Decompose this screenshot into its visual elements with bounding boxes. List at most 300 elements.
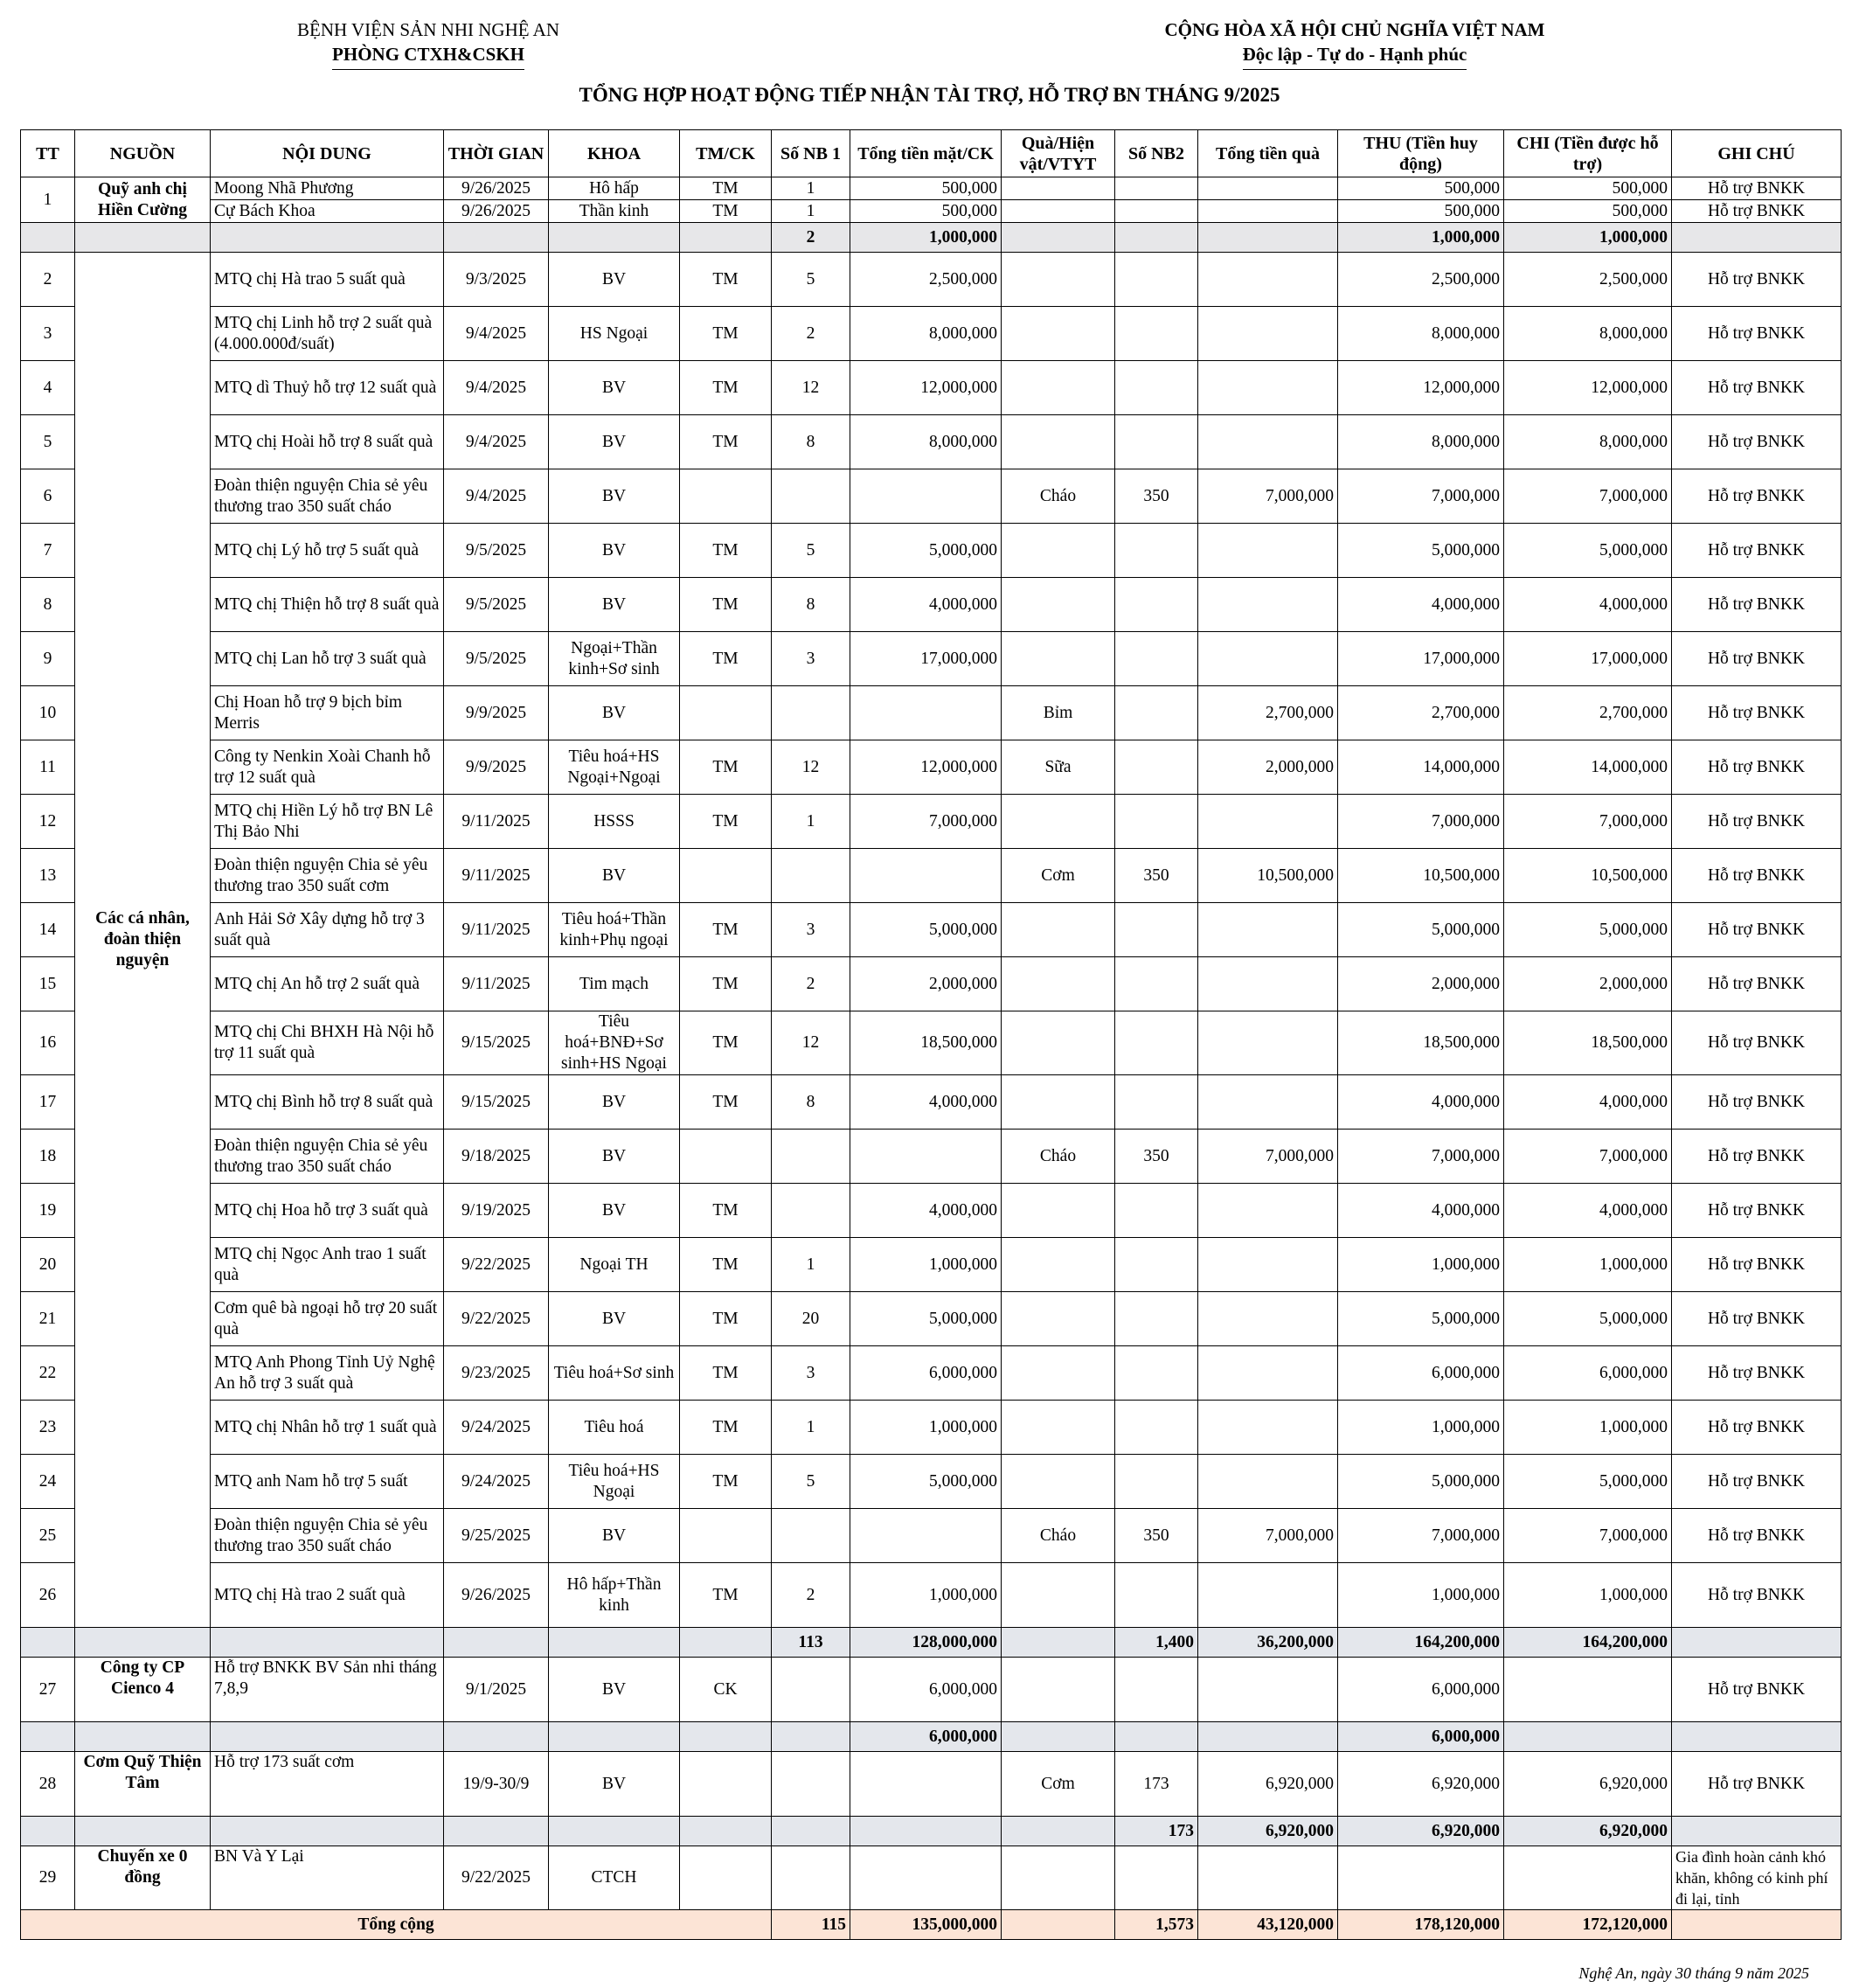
thu-cell: 10,500,000 (1338, 849, 1504, 903)
content-cell: MTQ chị Ngọc Anh trao 1 suất quà (211, 1238, 444, 1292)
gift-cell (1002, 200, 1115, 223)
gift_total-cell: 7,000,000 (1198, 1130, 1338, 1184)
nb1-cell: 3 (772, 1346, 850, 1401)
gift_total-cell (1198, 1292, 1338, 1346)
empty-cell (444, 1628, 549, 1658)
empty-cell (211, 1722, 444, 1752)
time-cell: 9/25/2025 (444, 1509, 549, 1563)
content-cell: MTQ chị Nhân hỗ trợ 1 suất quà (211, 1401, 444, 1455)
table-row (21, 1455, 1842, 1509)
content-cell: Hỗ trợ 173 suất cơm (211, 1752, 444, 1817)
gift_total-cell (1198, 1238, 1338, 1292)
nation-motto: Độc lập - Tự do - Hạnh phúc (1243, 42, 1467, 70)
note-cell: Hỗ trợ BNKK (1672, 1658, 1842, 1722)
gift_total-cell: 7,000,000 (1198, 469, 1338, 524)
content-cell: MTQ chị An hỗ trợ 2 suất quà (211, 957, 444, 1011)
table-row (21, 1238, 1842, 1292)
subtotal-nb2 (1115, 223, 1198, 253)
row-number: 27 (21, 1658, 75, 1722)
chi-cell: 2,500,000 (1504, 253, 1672, 307)
dept-cell: Tiêu hoá+HS Ngoại (549, 1455, 680, 1509)
nb1-cell (772, 1658, 850, 1722)
thu-cell: 6,000,000 (1338, 1346, 1504, 1401)
hospital-name: BỆNH VIỆN SẢN NHI NGHỆ AN (296, 19, 560, 40)
gift_total-cell (1198, 578, 1338, 632)
time-cell: 9/24/2025 (444, 1455, 549, 1509)
nb1-cell: 5 (772, 524, 850, 578)
note-cell: Hỗ trợ BNKK (1672, 957, 1842, 1011)
thu-cell: 12,000,000 (1338, 361, 1504, 415)
row-number: 3 (21, 307, 75, 361)
gift-cell (1002, 307, 1115, 361)
tmck-cell: TM (680, 200, 772, 223)
tmck-cell (680, 1846, 772, 1910)
gift_total-cell (1198, 1455, 1338, 1509)
cash-cell: 12,000,000 (850, 740, 1002, 795)
empty-cell (211, 223, 444, 253)
empty-cell (75, 1628, 211, 1658)
row-number: 16 (21, 1011, 75, 1075)
gift_total-cell (1198, 1563, 1338, 1628)
nb2-cell (1115, 177, 1198, 200)
content-cell: MTQ chị Hà trao 2 suất quà (211, 1563, 444, 1628)
subtotal-row (21, 1817, 1842, 1846)
gift-cell (1002, 1455, 1115, 1509)
note-cell: Hỗ trợ BNKK (1672, 578, 1842, 632)
cash-cell (850, 469, 1002, 524)
time-cell: 9/4/2025 (444, 307, 549, 361)
chi-cell: 500,000 (1504, 200, 1672, 223)
cash-cell: 2,500,000 (850, 253, 1002, 307)
subtotal-chi: 164,200,000 (1504, 1628, 1672, 1658)
chi-cell: 2,700,000 (1504, 686, 1672, 740)
dept-cell: Ngoại+Thần kinh+Sơ sinh (549, 632, 680, 686)
nb1-cell: 2 (772, 307, 850, 361)
table-row (21, 1292, 1842, 1346)
dept-cell: Ngoại TH (549, 1238, 680, 1292)
cash-cell: 5,000,000 (850, 1292, 1002, 1346)
nb1-cell: 12 (772, 1011, 850, 1075)
row-number: 25 (21, 1509, 75, 1563)
subtotal-thu: 1,000,000 (1338, 223, 1504, 253)
gift-cell: Cháo (1002, 1509, 1115, 1563)
dept-cell: BV (549, 361, 680, 415)
nb2-cell (1115, 957, 1198, 1011)
table-row (21, 1509, 1842, 1563)
row-number: 22 (21, 1346, 75, 1401)
nb1-cell: 3 (772, 903, 850, 957)
subtotal-nb2: 173 (1115, 1817, 1198, 1846)
table-row (21, 957, 1842, 1011)
content-cell: MTQ chị Lan hỗ trợ 3 suất quà (211, 632, 444, 686)
thu-cell: 14,000,000 (1338, 740, 1504, 795)
table-row (21, 361, 1842, 415)
tmck-cell (680, 849, 772, 903)
empty-cell (1002, 223, 1115, 253)
content-cell: Đoàn thiện nguyện Chia sẻ yêu thương trao 350 suất cơm (211, 849, 444, 903)
empty-cell (211, 1628, 444, 1658)
cash-cell (850, 686, 1002, 740)
cash-cell (850, 1509, 1002, 1563)
table-header-row (21, 130, 1842, 177)
nb1-cell (772, 686, 850, 740)
content-cell: MTQ chị Lý hỗ trợ 5 suất quà (211, 524, 444, 578)
header-cell: THU (Tiền huy động) (1338, 130, 1504, 177)
empty-cell (75, 1722, 211, 1752)
empty-cell (1672, 1628, 1842, 1658)
cash-cell: 1,000,000 (850, 1401, 1002, 1455)
note-cell: Hỗ trợ BNKK (1672, 1455, 1842, 1509)
note-cell: Hỗ trợ BNKK (1672, 1011, 1842, 1075)
chi-cell: 8,000,000 (1504, 415, 1672, 469)
thu-cell: 7,000,000 (1338, 469, 1504, 524)
thu-cell: 5,000,000 (1338, 524, 1504, 578)
note-cell: Hỗ trợ BNKK (1672, 1184, 1842, 1238)
chi-cell: 500,000 (1504, 177, 1672, 200)
row-number: 13 (21, 849, 75, 903)
nb1-cell (772, 1130, 850, 1184)
dept-cell: BV (549, 1075, 680, 1130)
time-cell: 9/5/2025 (444, 524, 549, 578)
empty-cell (1002, 1817, 1115, 1846)
tmck-cell: TM (680, 1401, 772, 1455)
nb2-cell (1115, 1238, 1198, 1292)
chi-cell: 1,000,000 (1504, 1401, 1672, 1455)
gift-cell: Cơm (1002, 849, 1115, 903)
nb1-cell: 8 (772, 415, 850, 469)
dept-cell: BV (549, 1130, 680, 1184)
gift_total-cell: 2,000,000 (1198, 740, 1338, 795)
thu-cell: 500,000 (1338, 177, 1504, 200)
cash-cell: 6,000,000 (850, 1658, 1002, 1722)
report-date: Nghệ An, ngày 30 tháng 9 năm 2025 (1578, 1964, 1809, 1982)
note-cell: Hỗ trợ BNKK (1672, 1509, 1842, 1563)
row-number: 8 (21, 578, 75, 632)
gift_total-cell (1198, 1184, 1338, 1238)
row-number: 15 (21, 957, 75, 1011)
thu-cell: 8,000,000 (1338, 415, 1504, 469)
dept-cell: BV (549, 469, 680, 524)
chi-cell: 5,000,000 (1504, 1292, 1672, 1346)
gift-cell (1002, 632, 1115, 686)
row-number: 29 (21, 1846, 75, 1910)
subtotal-cash (850, 1817, 1002, 1846)
note-cell: Hỗ trợ BNKK (1672, 415, 1842, 469)
content-cell: Đoàn thiện nguyện Chia sẻ yêu thương trao 350 suất cháo (211, 1509, 444, 1563)
nb2-cell (1115, 1401, 1198, 1455)
row-number: 17 (21, 1075, 75, 1130)
chi-cell: 1,000,000 (1504, 1563, 1672, 1628)
content-cell: MTQ chị Thiện hỗ trợ 8 suất quà (211, 578, 444, 632)
gift-cell (1002, 1292, 1115, 1346)
thu-cell: 1,000,000 (1338, 1238, 1504, 1292)
nb2-cell (1115, 1563, 1198, 1628)
empty-cell (1672, 1722, 1842, 1752)
source-cell: Quỹ anh chị Hiền Cường (75, 177, 211, 223)
time-cell: 9/11/2025 (444, 903, 549, 957)
table-row (21, 1075, 1842, 1130)
nb2-cell: 173 (1115, 1752, 1198, 1817)
subtotal-cash: 1,000,000 (850, 223, 1002, 253)
content-cell: MTQ chị Hoa hỗ trợ 3 suất quà (211, 1184, 444, 1238)
time-cell: 9/9/2025 (444, 740, 549, 795)
time-cell: 9/5/2025 (444, 632, 549, 686)
gift_total-cell: 10,500,000 (1198, 849, 1338, 903)
dept-cell: BV (549, 415, 680, 469)
gift_total-cell (1198, 361, 1338, 415)
note-cell: Hỗ trợ BNKK (1672, 1130, 1842, 1184)
chi-cell: 7,000,000 (1504, 795, 1672, 849)
subtotal-chi: 1,000,000 (1504, 223, 1672, 253)
note-cell: Hỗ trợ BNKK (1672, 1292, 1842, 1346)
row-number: 18 (21, 1130, 75, 1184)
row-number: 11 (21, 740, 75, 795)
gift_total-cell (1198, 903, 1338, 957)
gift_total-cell (1198, 795, 1338, 849)
nb2-cell (1115, 524, 1198, 578)
chi-cell: 17,000,000 (1504, 632, 1672, 686)
time-cell: 9/3/2025 (444, 253, 549, 307)
tmck-cell: TM (680, 1011, 772, 1075)
row-number: 9 (21, 632, 75, 686)
source-cell: Công ty CP Cienco 4 (75, 1658, 211, 1722)
cash-cell: 8,000,000 (850, 415, 1002, 469)
note-cell: Hỗ trợ BNKK (1672, 903, 1842, 957)
empty-cell (21, 1817, 75, 1846)
nb1-cell: 5 (772, 1455, 850, 1509)
thu-cell: 7,000,000 (1338, 1509, 1504, 1563)
nb2-cell (1115, 740, 1198, 795)
grand-total-label: Tổng cộng (21, 1910, 772, 1940)
note-cell: Hỗ trợ BNKK (1672, 686, 1842, 740)
table-row (21, 1658, 1842, 1722)
gift-cell (1002, 1846, 1115, 1910)
gift_total-cell (1198, 1346, 1338, 1401)
cash-cell: 1,000,000 (850, 1238, 1002, 1292)
note-cell: Hỗ trợ BNKK (1672, 1563, 1842, 1628)
chi-cell (1504, 1658, 1672, 1722)
note-cell: Hỗ trợ BNKK (1672, 1075, 1842, 1130)
empty-cell (549, 223, 680, 253)
nb1-cell: 12 (772, 740, 850, 795)
row-number: 21 (21, 1292, 75, 1346)
empty-cell (21, 1628, 75, 1658)
empty-cell (75, 1817, 211, 1846)
nb2-cell (1115, 1846, 1198, 1910)
empty-cell (549, 1817, 680, 1846)
note-cell: Hỗ trợ BNKK (1672, 849, 1842, 903)
nb2-cell (1115, 1184, 1198, 1238)
content-cell: MTQ Anh Phong Tỉnh Uỷ Nghệ An hỗ trợ 3 suất quà (211, 1346, 444, 1401)
subtotal-thu: 164,200,000 (1338, 1628, 1504, 1658)
source-cell: Các cá nhân, đoàn thiện nguyện (75, 253, 211, 1628)
header-cell: NGUỒN (75, 130, 211, 177)
chi-cell: 8,000,000 (1504, 307, 1672, 361)
department-name: PHÒNG CTXH&CSKH (332, 42, 524, 70)
tmck-cell: TM (680, 1563, 772, 1628)
nb1-cell: 3 (772, 632, 850, 686)
nb2-cell (1115, 578, 1198, 632)
dept-cell: BV (549, 1184, 680, 1238)
subtotal-gift (1198, 1722, 1338, 1752)
nb2-cell (1115, 415, 1198, 469)
time-cell: 9/22/2025 (444, 1846, 549, 1910)
header-cell: TM/CK (680, 130, 772, 177)
gift-cell: Sữa (1002, 740, 1115, 795)
tmck-cell: TM (680, 795, 772, 849)
header-cell: Quà/Hiện vật/VTYT (1002, 130, 1115, 177)
header-cell: Tổng tiền quà (1198, 130, 1338, 177)
content-cell: MTQ chị Linh hỗ trợ 2 suất quà (4.000.000đ/suất) (211, 307, 444, 361)
gift-cell (1002, 1238, 1115, 1292)
cash-cell (850, 1846, 1002, 1910)
cash-cell: 5,000,000 (850, 903, 1002, 957)
time-cell: 9/4/2025 (444, 361, 549, 415)
thu-cell: 1,000,000 (1338, 1563, 1504, 1628)
gift-cell (1002, 957, 1115, 1011)
cash-cell (850, 1130, 1002, 1184)
dept-cell: BV (549, 1752, 680, 1817)
dept-cell: BV (549, 1509, 680, 1563)
header-cell: CHI (Tiền được hỗ trợ) (1504, 130, 1672, 177)
chi-cell: 10,500,000 (1504, 849, 1672, 903)
row-number: 23 (21, 1401, 75, 1455)
tmck-cell: TM (680, 415, 772, 469)
thu-cell: 17,000,000 (1338, 632, 1504, 686)
tmck-cell: TM (680, 524, 772, 578)
content-cell: Đoàn thiện nguyện Chia sẻ yêu thương trao 350 suất cháo (211, 1130, 444, 1184)
thu-cell: 2,700,000 (1338, 686, 1504, 740)
note-cell: Hỗ trợ BNKK (1672, 795, 1842, 849)
gift-cell (1002, 524, 1115, 578)
time-cell: 9/26/2025 (444, 1563, 549, 1628)
subtotal-nb1: 2 (772, 223, 850, 253)
chi-cell: 6,920,000 (1504, 1752, 1672, 1817)
nb1-cell: 2 (772, 957, 850, 1011)
header-cell: THỜI GIAN (444, 130, 549, 177)
tmck-cell: TM (680, 632, 772, 686)
dept-cell: Thần kinh (549, 200, 680, 223)
tmck-cell: TM (680, 253, 772, 307)
table-row (21, 1752, 1842, 1817)
tmck-cell: TM (680, 1184, 772, 1238)
content-cell: Công ty Nenkin Xoài Chanh hỗ trợ 12 suất quà (211, 740, 444, 795)
dept-cell: Tiêu hoá+Sơ sinh (549, 1346, 680, 1401)
row-number: 5 (21, 415, 75, 469)
nb2-cell (1115, 632, 1198, 686)
thu-cell: 4,000,000 (1338, 578, 1504, 632)
time-cell: 19/9-30/9 (444, 1752, 549, 1817)
row-number: 24 (21, 1455, 75, 1509)
time-cell: 9/4/2025 (444, 469, 549, 524)
nb2-cell (1115, 1292, 1198, 1346)
time-cell: 9/24/2025 (444, 1401, 549, 1455)
total-gift: 43,120,000 (1198, 1910, 1338, 1940)
tmck-cell: TM (680, 1346, 772, 1401)
row-number: 19 (21, 1184, 75, 1238)
cash-cell (850, 849, 1002, 903)
table-row (21, 1563, 1842, 1628)
nation-name: CỘNG HÒA XÃ HỘI CHỦ NGHĨA VIỆT NAM (1164, 19, 1545, 40)
row-number: 10 (21, 686, 75, 740)
nb2-cell (1115, 200, 1198, 223)
time-cell: 9/15/2025 (444, 1075, 549, 1130)
tmck-cell: TM (680, 307, 772, 361)
time-cell: 9/22/2025 (444, 1292, 549, 1346)
subtotal-gift: 6,920,000 (1198, 1817, 1338, 1846)
empty-cell (444, 1817, 549, 1846)
empty-cell (21, 223, 75, 253)
subtotal-gift: 36,200,000 (1198, 1628, 1338, 1658)
subtotal-nb2: 1,400 (1115, 1628, 1198, 1658)
chi-cell: 4,000,000 (1504, 578, 1672, 632)
gift-cell (1002, 1346, 1115, 1401)
row-number: 26 (21, 1563, 75, 1628)
gift-cell: Cơm (1002, 1752, 1115, 1817)
header-cell: NỘI DUNG (211, 130, 444, 177)
table-row (21, 1401, 1842, 1455)
gift-cell (1002, 1184, 1115, 1238)
content-cell: MTQ chị Hà trao 5 suất quà (211, 253, 444, 307)
empty-cell (1002, 1910, 1115, 1940)
nb1-cell: 1 (772, 177, 850, 200)
empty-cell (444, 1722, 549, 1752)
gift_total-cell (1198, 1658, 1338, 1722)
cash-cell (850, 1752, 1002, 1817)
table-row (21, 1184, 1842, 1238)
row-number: 20 (21, 1238, 75, 1292)
nb1-cell: 1 (772, 1401, 850, 1455)
time-cell: 9/11/2025 (444, 849, 549, 903)
subtotal-cash: 128,000,000 (850, 1628, 1002, 1658)
dept-cell: Tiêu hoá+Thần kinh+Phụ ngoại (549, 903, 680, 957)
thu-cell: 4,000,000 (1338, 1184, 1504, 1238)
table-row (21, 632, 1842, 686)
time-cell: 9/11/2025 (444, 795, 549, 849)
empty-cell (1672, 1910, 1842, 1940)
total-cash: 135,000,000 (850, 1910, 1002, 1940)
tmck-cell (680, 1130, 772, 1184)
dept-cell: Tiêu hoá (549, 1401, 680, 1455)
header-cell: Tổng tiền mặt/CK (850, 130, 1002, 177)
chi-cell: 5,000,000 (1504, 903, 1672, 957)
gift-cell (1002, 795, 1115, 849)
content-cell: MTQ chị Hoài hỗ trợ 8 suất quà (211, 415, 444, 469)
empty-cell (680, 1722, 772, 1752)
dept-cell: Hô hấp (549, 177, 680, 200)
note-cell: Hỗ trợ BNKK (1672, 632, 1842, 686)
dept-cell: Tim mạch (549, 957, 680, 1011)
chi-cell: 4,000,000 (1504, 1184, 1672, 1238)
gift-cell (1002, 578, 1115, 632)
tmck-cell: TM (680, 903, 772, 957)
empty-cell (1002, 1628, 1115, 1658)
note-cell: Hỗ trợ BNKK (1672, 177, 1842, 200)
table-row (21, 1346, 1842, 1401)
gift_total-cell (1198, 632, 1338, 686)
nb1-cell (772, 849, 850, 903)
dept-cell: CTCH (549, 1846, 680, 1910)
dept-cell: Tiêu hoá+BNĐ+Sơ sinh+HS Ngoại (549, 1011, 680, 1075)
nb2-cell (1115, 795, 1198, 849)
dept-cell: BV (549, 1658, 680, 1722)
gift_total-cell (1198, 1011, 1338, 1075)
subtotal-chi: 6,920,000 (1504, 1817, 1672, 1846)
nb2-cell (1115, 361, 1198, 415)
row-number: 7 (21, 524, 75, 578)
tmck-cell (680, 686, 772, 740)
table-row (21, 1846, 1842, 1910)
